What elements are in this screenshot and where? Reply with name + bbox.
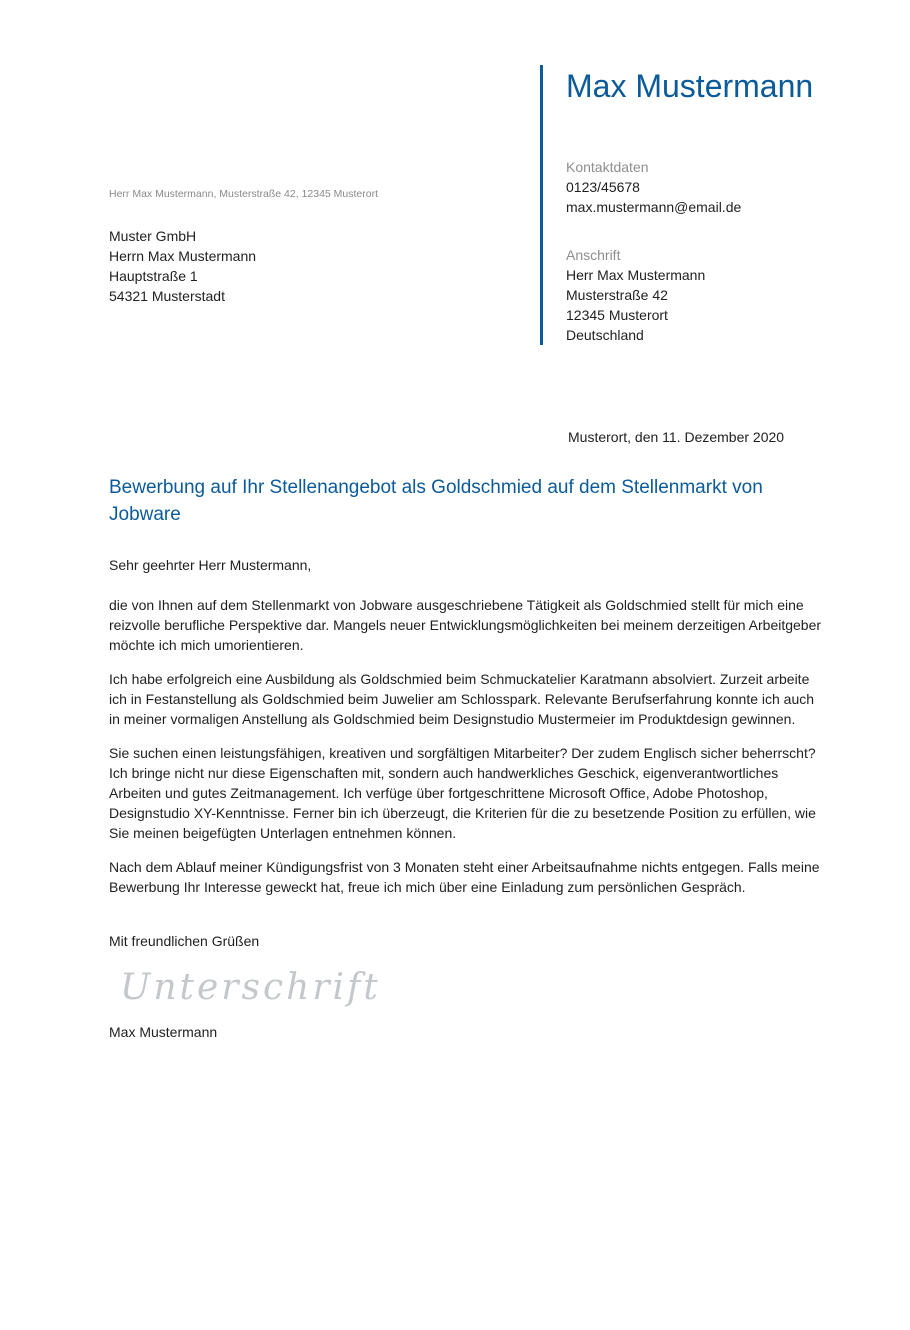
body-paragraph: die von Ihnen auf dem Stellenmarkt von Jobware ausgeschriebene Tätigkeit als Goldschmied stellt für mich eine reizvolle berufliche Perspektive dar. Mangels neuer Entwicklungsmöglichkeiten bei meinem derzeitigen Arbeitgeber möchte ich mich umorientieren. xyxy=(109,597,822,653)
address-line: Deutschland xyxy=(566,327,644,343)
recipient-line: Herrn Max Mustermann xyxy=(109,248,257,264)
address-line: 12345 Musterort xyxy=(566,307,668,323)
signature-placeholder: Unterschrift xyxy=(120,967,381,1008)
contact-label: Kontaktdaten xyxy=(566,159,649,175)
recipient-line: Muster GmbH xyxy=(109,228,197,244)
letter-salutation: Sehr geehrter Herr Mustermann, xyxy=(109,557,312,573)
contact-email: max.mustermann@email.de xyxy=(566,199,742,215)
contact-block xyxy=(566,157,741,217)
recipient-line: Hauptstraße 1 xyxy=(109,268,198,284)
signer-name: Max Mustermann xyxy=(109,1024,218,1040)
recipient-address xyxy=(109,226,256,306)
address-line: Musterstraße 42 xyxy=(566,287,668,303)
sender-return-address: Herr Max Mustermann, Musterstraße 42, 12345 Musterort xyxy=(109,188,379,200)
contact-phone: 0123/45678 xyxy=(566,179,640,195)
sender-name-heading: Max Mustermann xyxy=(566,68,814,104)
letter-closing: Mit freundlichen Grüßen xyxy=(109,933,260,949)
body-paragraph: Sie suchen einen leistungsfähigen, kreativen und sorgfältigen Mitarbeiter? Der zudem Englisch sicher beherrscht? Ich bringe nicht nur diese Eigenschaften mit, sondern auch handwerkliches Geschick, eigenverantwortliches Arbeiten und gutes Zeitmanagement. Ich verfüge über fortgeschrittene Microsoft Office, Adobe Photoshop, Designstudio XY-Kenntnisse. Ferner bin ich überzeugt, die Kriterien für die zu besetzende Position zu erfüllen, wie Sie meinen beigefügten Unterlagen entnehmen können. xyxy=(109,745,816,841)
letter-date: Musterort, den 11. Dezember 2020 xyxy=(568,429,785,445)
header-accent-rule xyxy=(540,65,543,345)
letter-subject: Bewerbung auf Ihr Stellenangebot als Goldschmied auf dem Stellenmarkt von Jobware xyxy=(109,477,763,525)
address-block xyxy=(566,245,705,345)
address-line: Herr Max Mustermann xyxy=(566,267,706,283)
recipient-line: 54321 Musterstadt xyxy=(109,288,225,304)
letter-body xyxy=(109,595,825,911)
body-paragraph: Nach dem Ablauf meiner Kündigungsfrist von 3 Monaten steht einer Arbeitsaufnahme nichts entgegen. Falls meine Bewerbung Ihr Interesse geweckt hat, freue ich mich über eine Einladung zum persönlichen Gespräch. xyxy=(109,859,820,895)
address-label: Anschrift xyxy=(566,247,621,263)
body-paragraph: Ich habe erfolgreich eine Ausbildung als Goldschmied beim Schmuckatelier Karatmann absolviert. Zurzeit arbeite ich in Festanstellung als Goldschmied beim Juwelier am Schlosspark. Relevante Berufserfahrung konnte ich auch in meiner vormaligen Anstellung als Goldschmied beim Designstudio Mustermeier im Produktdesign gewinnen. xyxy=(109,671,815,727)
